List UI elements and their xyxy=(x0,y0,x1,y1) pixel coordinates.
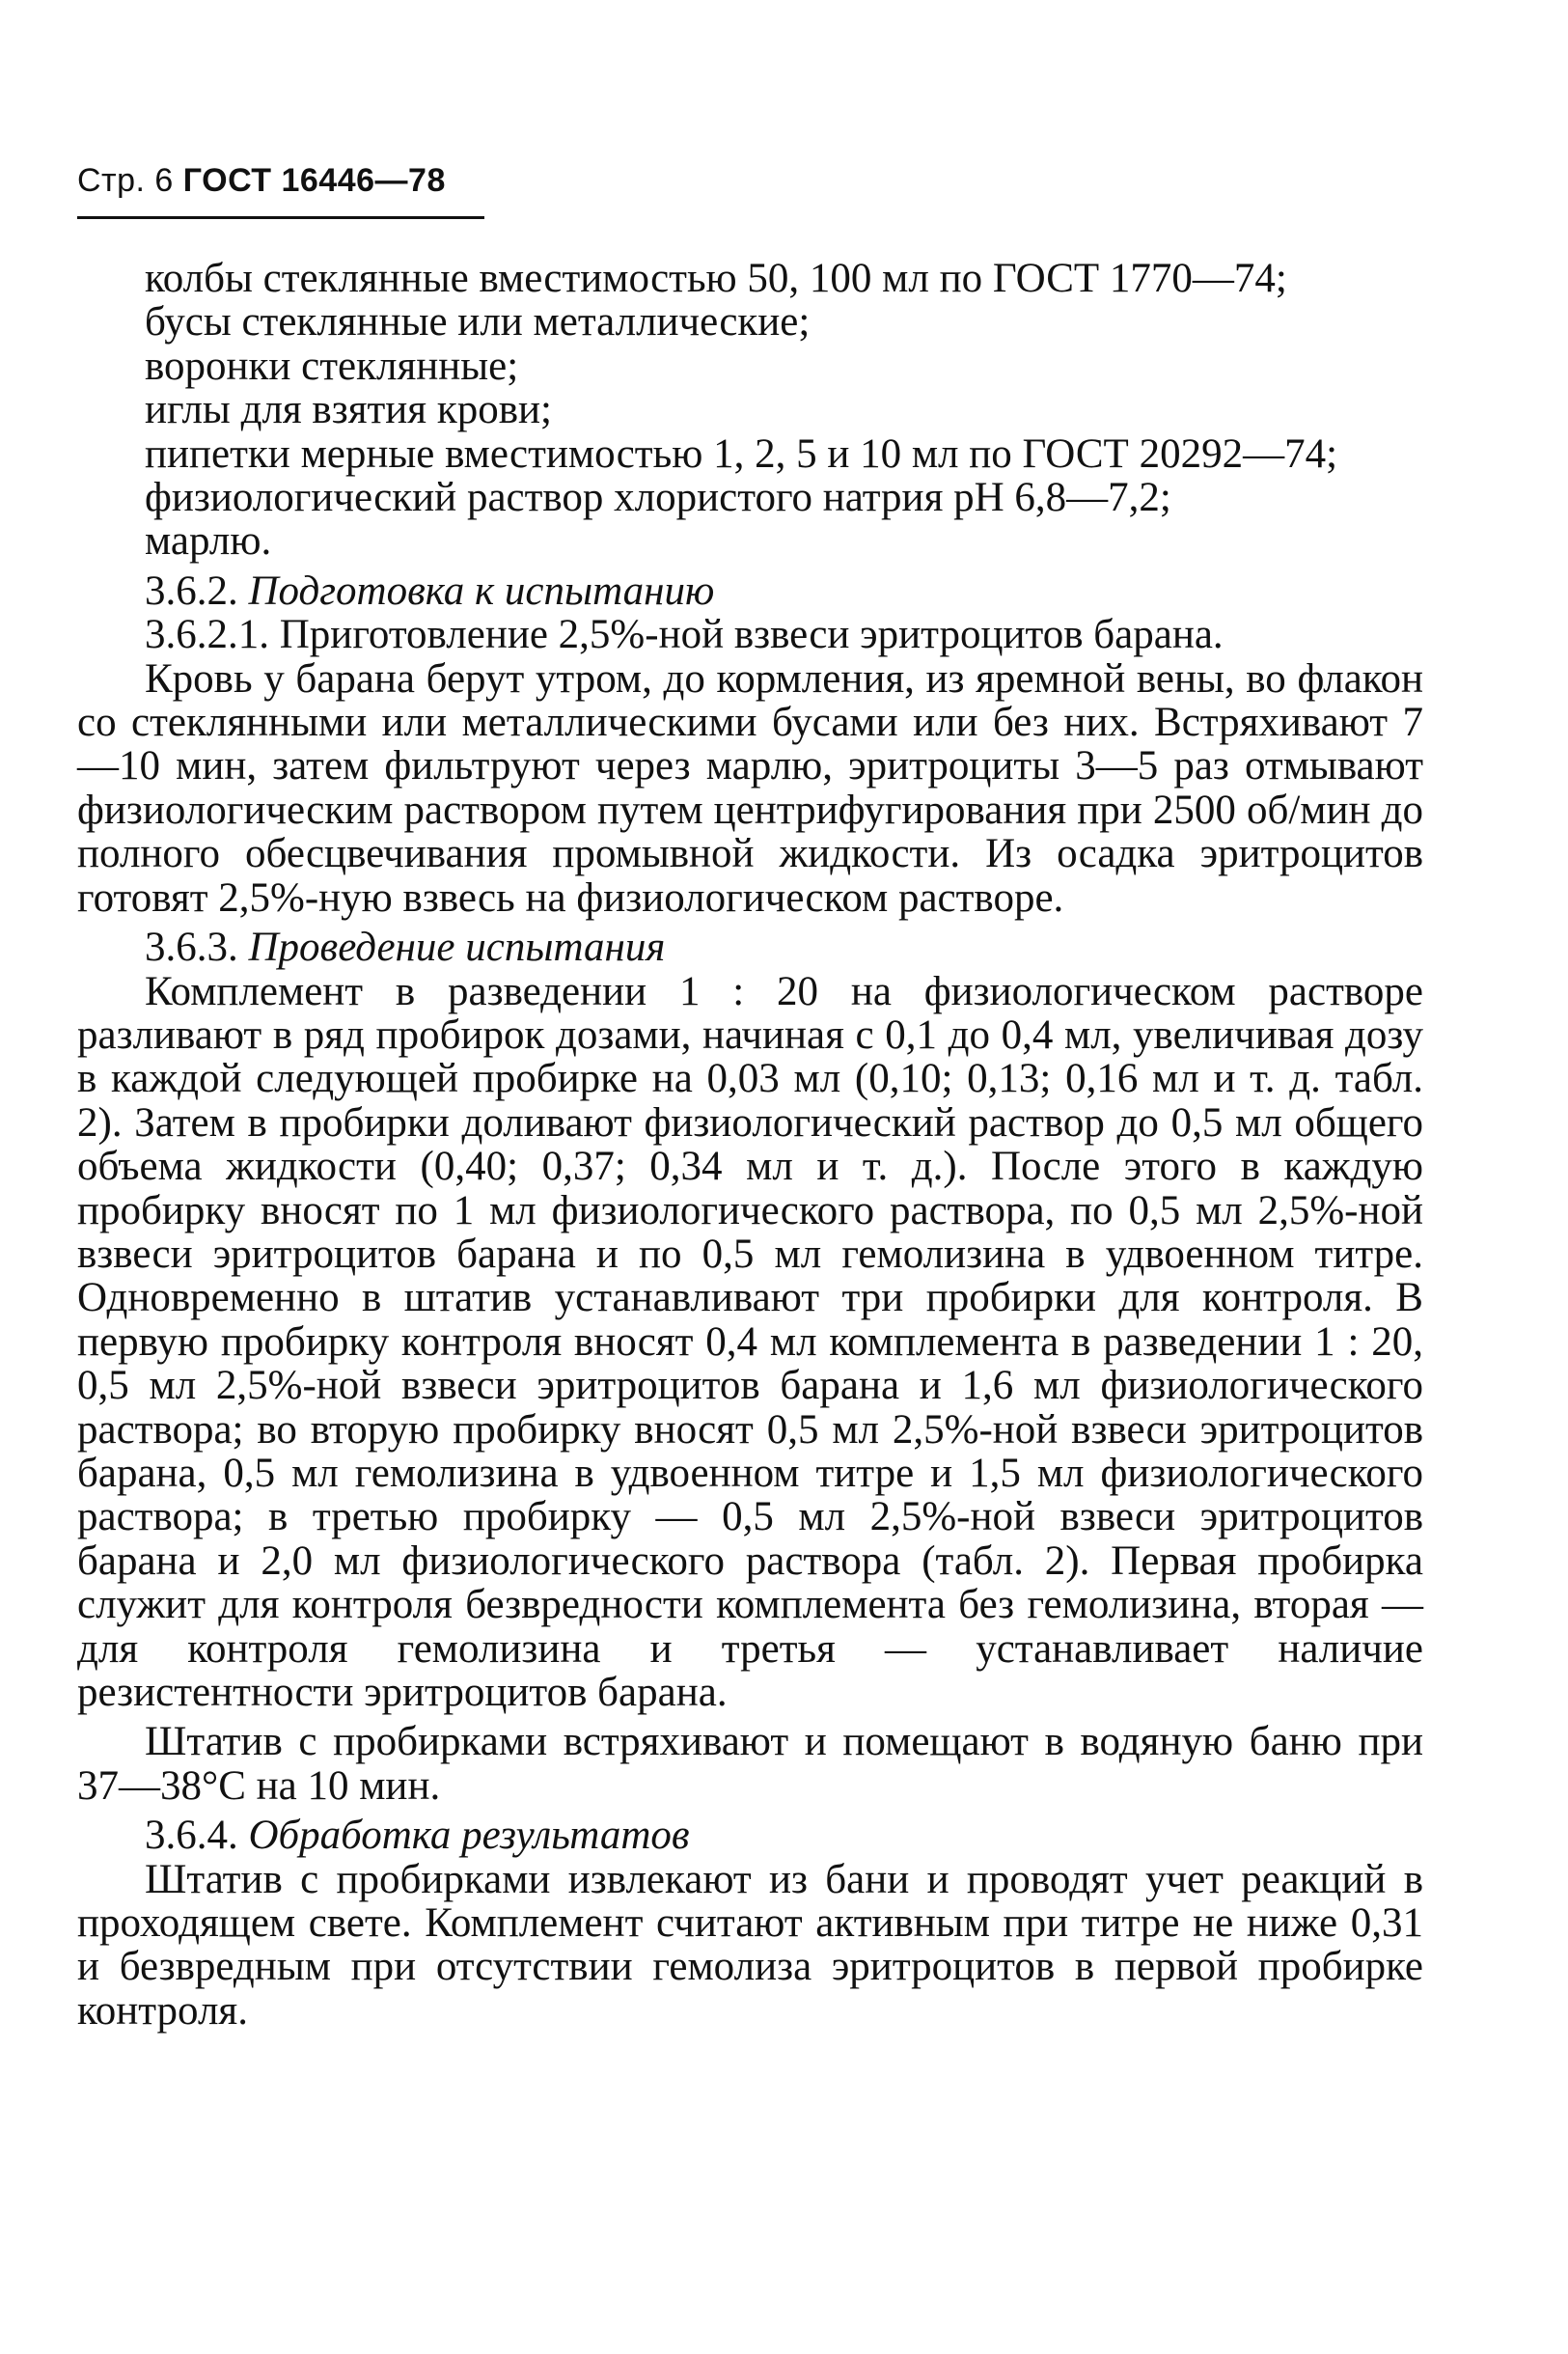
header-divider xyxy=(77,216,484,219)
section-title: Обработка результатов xyxy=(248,1813,690,1859)
paragraph-needles: иглы для взятия крови; xyxy=(145,387,552,433)
paragraph-results-evaluation: Штатив с пробирками извлекают из бани и проводят учет реакций в проходящем свете. Комплемент считают активным при титре не ниже 0,31 и безвредным при отсутствии гемолиза эритроцитов в первой пробирке контроля. xyxy=(77,1856,1423,2034)
paragraph-pipettes: пипетки мерные вместимостью 1, 2, 5 и 10 мл по ГОСТ 20292—74; xyxy=(145,430,1338,477)
paragraph-complement-dosing: Комплемент в разведении 1 : 20 на физиологическом растворе разливают в ряд пробирок дозами, начиная с 0,1 до 0,4 мл, увеличивая дозу в каждой следующей пробирке на 0,03 мл (0,10; 0,13; 0,16 мл и т. д. табл. 2). Затем в пробирки доливают физиологический раствор до 0,5 мл общего объема жидкости (0,40; 0,37; 0,34 мл и т. д.). После этого в каждую пробирку вносят по 1 мл физиологического раствора, по 0,5 мл 2,5%-ной взвеси эритроцитов барана и по 0,5 мл гемолизина в удвоенном титре. Одновременно в штатив устанавливают три пробирки для контроля. В первую пробирку контроля вносят 0,4 мл комплемента в разведении 1 : 20, 0,5 мл 2,5%-ной взвеси эритроцитов барана и 1,6 мл физиологического раствора; во вторую пробирку вносят 0,5 мл 2,5%-ной взвеси эритроцитов барана, 0,5 мл гемолизина в удвоенном титре и 1,5 мл физиологического раствора; в третью пробирку — 0,5 мл 2,5%-ной взвеси эритроцитов барана и 2,0 мл физиологического раствора (табл. 2). Первая пробирка служит для контроля безвредности комплемента без гемолизина, вторая — для контроля гемолизина и третья — устанавливает наличие резистентности эритроцитов барана. xyxy=(77,968,1423,1715)
section-heading-preparation xyxy=(77,569,1423,613)
page-header xyxy=(77,162,446,200)
paragraph-beads: бусы стеклянные или металлические; xyxy=(145,299,811,346)
section-number: 3.6.4. xyxy=(145,1813,238,1859)
standard-number: ГОСТ 16446—78 xyxy=(182,162,446,199)
paragraph-saline: физиологический раствор хлористого натрия рН 6,8—7,2; xyxy=(145,475,1171,521)
paragraph-blood-collection: Кровь у барана берут утром, до кормления, из яремной вены, во флакон со стеклянными или металлическими бусами или без них. Встряхивают 7—10 мин, затем фильтруют через марлю, эритроциты 3—5 раз отмывают физиологическим раствором путем центрифугирования при 2500 об/мин до полного обесцвечивания промывной жидкости. Из осадка эритроцитов готовят 2,5%-ную взвесь на физиологическом растворе. xyxy=(77,655,1423,921)
paragraph-water-bath: Штатив с пробирками встряхивают и помещают в водяную баню при 37—38°С на 10 мин. xyxy=(77,1719,1423,1809)
page-number: Стр. 6 xyxy=(77,162,174,199)
section-title: Подготовка к испытанию xyxy=(248,568,715,614)
section-heading-test-procedure xyxy=(77,926,1423,969)
section-number: 3.6.2. xyxy=(145,568,238,614)
paragraph-gauze: марлю. xyxy=(145,518,272,565)
section-number: 3.6.3. xyxy=(145,925,238,971)
paragraph-funnels: воронки стеклянные; xyxy=(145,343,519,389)
paragraph-flasks: колбы стеклянные вместимостью 50, 100 мл по ГОСТ 1770—74; xyxy=(145,256,1287,301)
document-body xyxy=(77,257,1423,2033)
section-heading-results xyxy=(77,1814,1423,1857)
paragraph-suspension-preparation: 3.6.2.1. Приготовление 2,5%-ной взвеси эритроцитов барана. xyxy=(145,612,1224,658)
section-title: Проведение испытания xyxy=(248,925,666,971)
